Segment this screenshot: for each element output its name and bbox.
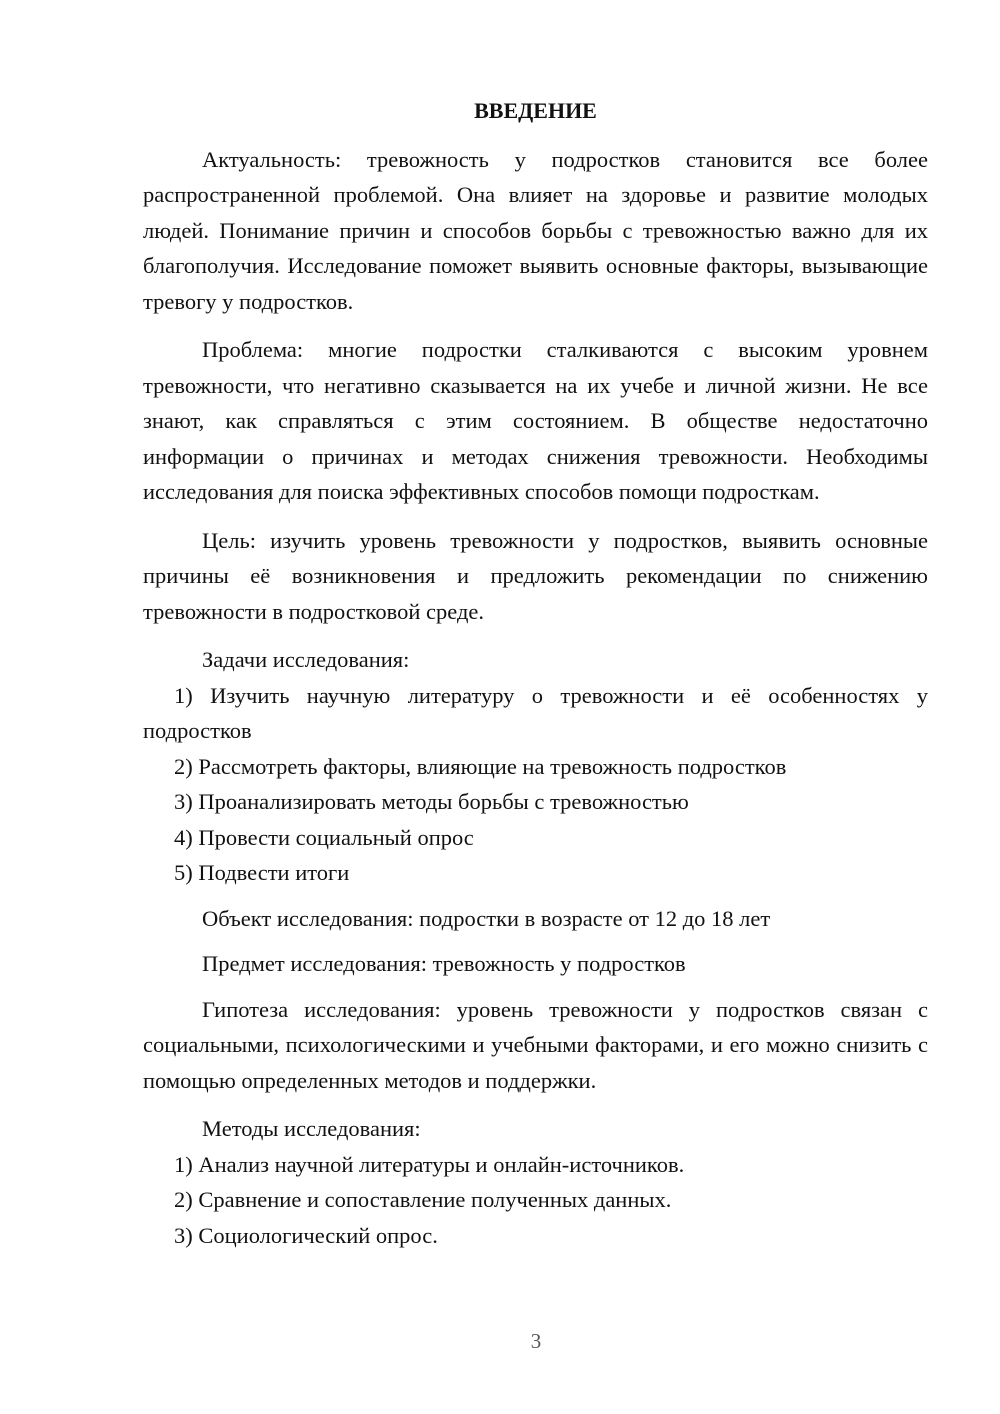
task-item-5: 5) Подвести итоги bbox=[174, 860, 350, 885]
task-item-1: 1) Изучить научную литературу о тревожности и её особенностях у подростков bbox=[143, 682, 928, 743]
object-paragraph: Объект исследования: подростки в возрасте от 12 до 18 лет bbox=[202, 905, 771, 931]
method-item-3: 3) Социологический опрос. bbox=[174, 1222, 438, 1248]
hypothesis-paragraph: Гипотеза исследования: уровень тревожности у подростков связан с социальными, психологическими и учебными факторами, и его можно снизить с помощью определенных методов и поддержки. bbox=[143, 996, 928, 1093]
relevance-paragraph: Актуальность: тревожность у подростков становится все более распространенной проблемой. Она влияет на здоровье и развитие молодых людей. Понимание причин и способов борьбы с тревожностью важно для их благополучия. Исследование поможет выявить основные факторы, вызывающие тревогу у подростков. bbox=[143, 146, 928, 314]
section-heading: ВВЕДЕНИЕ bbox=[474, 98, 597, 123]
method-item-2: 2) Сравнение и сопоставление полученных данных. bbox=[174, 1187, 672, 1212]
document-body bbox=[143, 93, 928, 1253]
goal-paragraph: Цель: изучить уровень тревожности у подростков, выявить основные причины её возникновения и предложить рекомендации по снижению тревожности в подростковой среде. bbox=[143, 527, 928, 624]
page-number: 3 bbox=[530, 1329, 542, 1353]
subject-paragraph: Предмет исследования: тревожность у подростков bbox=[202, 951, 686, 976]
tasks-title: Задачи исследования: bbox=[202, 647, 410, 672]
task-item-4: 4) Провести социальный опрос bbox=[174, 824, 474, 850]
task-item-2: 2) Рассмотреть факторы, влияющие на тревожность подростков bbox=[174, 753, 787, 779]
methods-title: Методы исследования: bbox=[202, 1116, 421, 1141]
task-item-3: 3) Проанализировать методы борьбы с тревожностью bbox=[174, 789, 689, 814]
problem-paragraph: Проблема: многие подростки сталкиваются с высоким уровнем тревожности, что негативно сказывается на их учебе и личной жизни. Не все знают, как справляться с этим состоянием. В обществе недостаточно информации о причинах и методах снижения тревожности. Необходимы исследования для поиска эффективных способов помощи подросткам. bbox=[143, 337, 928, 504]
method-item-1: 1) Анализ научной литературы и онлайн-источников. bbox=[174, 1151, 685, 1177]
